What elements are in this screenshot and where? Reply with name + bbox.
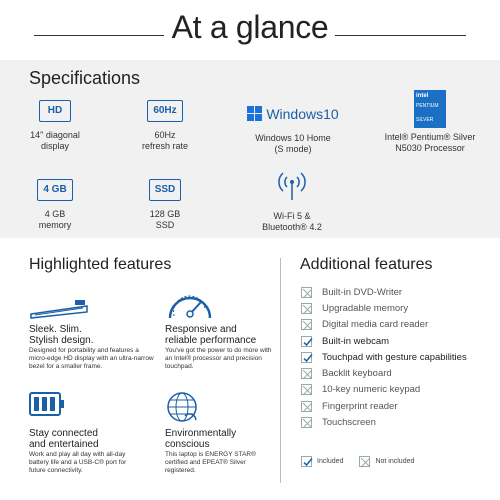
page-title: At a glance <box>171 9 329 45</box>
feature-list-label: Touchpad with gesture capabilities <box>322 351 467 363</box>
feature-battery <box>29 390 154 475</box>
additional-features-list <box>301 284 467 431</box>
feature-list-item <box>301 349 467 365</box>
cross-icon <box>301 287 312 298</box>
feature-list-item <box>301 414 467 430</box>
highlighted-features-title: Highlighted features <box>29 256 172 273</box>
spec-processor <box>360 90 500 154</box>
legend-not-included <box>359 456 414 467</box>
cross-icon <box>359 456 370 467</box>
wifi-signal-icon <box>277 170 307 202</box>
cross-icon <box>301 384 312 395</box>
feature-environment-desc: This laptop is ENERGY STAR® certified and EPEAT® Silver registered. <box>165 451 256 474</box>
intel-pentium-badge: intel PENTIUM SILVER <box>414 90 446 128</box>
feature-list-label: Built-in webcam <box>322 335 390 347</box>
spec-display <box>0 100 110 152</box>
check-icon <box>301 336 312 347</box>
spec-processor-text: Intel® Pentium® Silver N5030 Processor <box>384 132 476 153</box>
ssd-icon: SSD <box>149 179 182 201</box>
cross-icon <box>301 417 312 428</box>
feature-list-label: Built-in DVD-Writer <box>322 286 403 298</box>
specifications-title: Specifications <box>29 68 141 88</box>
cross-icon <box>301 303 312 314</box>
feature-performance <box>165 288 275 371</box>
header-rule-right <box>335 35 466 36</box>
hd-icon: HD <box>39 100 71 122</box>
feature-design-desc: Designed for portability and features a micro-edge HD display with an ultra-narrow bezel for a smaller frame. <box>29 347 154 370</box>
feature-performance-desc: You've got the power to do more with an Intel® processor and precision touchpad. <box>165 347 272 370</box>
feature-environment <box>165 390 275 475</box>
cross-icon <box>301 319 312 330</box>
windows-logo-text: Windows10 <box>266 105 339 122</box>
feature-list-label: Touchscreen <box>322 417 376 429</box>
feature-list-item <box>301 284 467 300</box>
page-header <box>0 0 500 60</box>
spec-memory-text: 4 GB memory <box>38 209 72 230</box>
speedometer-icon <box>165 288 215 324</box>
windows-logo <box>247 103 338 125</box>
battery-icon <box>29 390 65 418</box>
legend-included-label: Included <box>317 458 344 465</box>
spec-wireless <box>236 170 348 233</box>
globe-icon <box>165 390 199 424</box>
feature-battery-desc: Work and play all day with all-day battery life and a USB-C® port for future connectivity. <box>29 451 127 474</box>
spec-display-text: 14" diagonal display <box>30 130 80 151</box>
feature-design <box>29 288 154 371</box>
feature-list-item <box>301 317 467 333</box>
spec-refresh-text: 60Hz refresh rate <box>141 130 189 151</box>
spec-refresh-rate <box>110 100 220 152</box>
feature-list-label: 10-key numeric keypad <box>322 384 421 396</box>
check-icon <box>301 352 312 363</box>
slim-laptop-icon <box>29 288 89 320</box>
legend-included <box>301 456 343 467</box>
spec-os <box>228 100 358 155</box>
feature-list-label: Backlit keyboard <box>322 368 392 380</box>
spec-storage <box>110 179 220 231</box>
cross-icon <box>301 368 312 379</box>
memory-icon: 4 GB <box>37 179 72 201</box>
legend-not-included-label: Not included <box>375 458 415 465</box>
feature-list-label: Upgradable memory <box>322 302 409 314</box>
additional-features-title: Additional features <box>300 256 433 273</box>
highlighted-features-section <box>0 238 280 500</box>
spec-memory <box>0 179 110 231</box>
spec-storage-text: 128 GB SSD <box>149 209 181 230</box>
spec-wireless-text: Wi-Fi 5 & Bluetooth® 4.2 <box>262 211 322 232</box>
feature-list-item <box>301 365 467 381</box>
feature-list-item <box>301 333 467 349</box>
check-icon <box>301 456 312 467</box>
feature-list-label: Fingerprint reader <box>322 400 398 412</box>
feature-list-label: Digital media card reader <box>322 319 429 331</box>
features-legend <box>301 456 430 467</box>
feature-list-item <box>301 382 467 398</box>
feature-battery-title: Stay connected and entertained <box>29 428 99 450</box>
refresh-rate-icon: 60Hz <box>147 100 182 122</box>
feature-environment-title: Environmentally conscious <box>165 428 237 450</box>
feature-list-item <box>301 300 467 316</box>
windows-icon <box>247 106 262 121</box>
feature-design-title: Sleek. Slim. Stylish design. <box>29 324 94 346</box>
spec-os-text: Windows 10 Home (S mode) <box>255 132 331 154</box>
additional-features-section <box>281 238 500 500</box>
feature-performance-title: Responsive and reliable performance <box>165 324 257 346</box>
specifications-section <box>0 60 500 238</box>
feature-list-item <box>301 398 467 414</box>
cross-icon <box>301 401 312 412</box>
